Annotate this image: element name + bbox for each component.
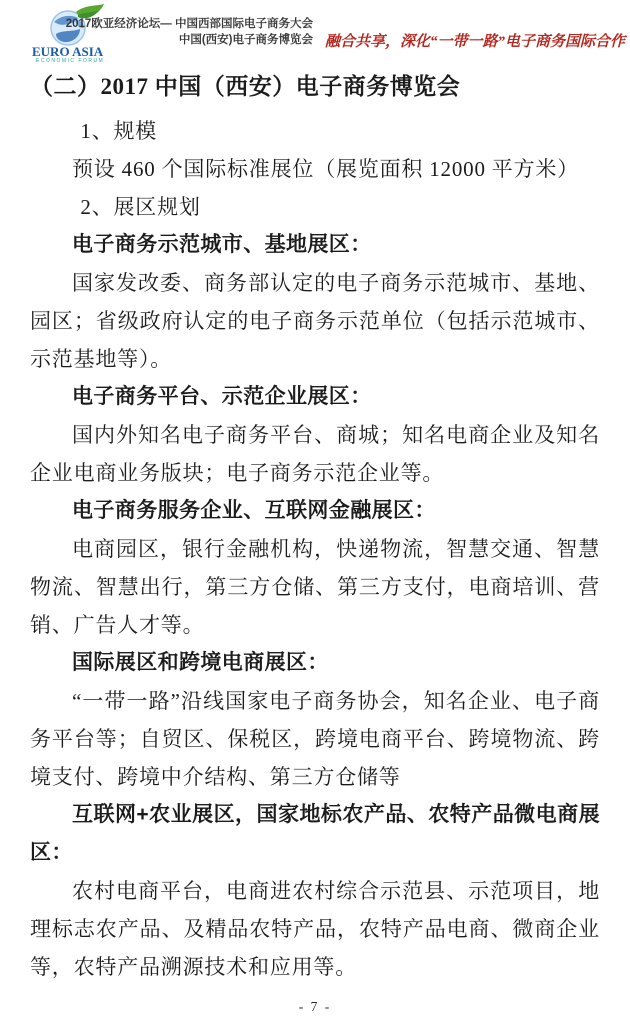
- header-slogan: 融合共享，深化“一带一路”电子商务国际合作: [324, 34, 625, 50]
- paragraph-agriculture: 农村电商平台，电商进农村综合示范县、示范项目，地理标志农产品、及精品农特产品，农特产品电商、微商企业等，农特产品溯源技术和应用等。: [30, 879, 600, 979]
- logo-wordmark: EURO ASIA: [32, 44, 104, 59]
- paragraph-scale-detail: 预设 460 个国际标准展位（展览面积 12000 平方米）: [72, 157, 579, 181]
- section-heading-service: 电子商务服务企业、互联网金融展区：: [72, 499, 436, 522]
- organizer-title-line2: 中国(西安)电子商务博览会: [178, 34, 313, 46]
- paragraph-international: “一带一路”沿线国家电子商务协会，知名企业、电子商务平台等；自贸区、保税区，跨境电商平台、跨境物流、跨境支付、跨境中介结构、第三方仓储等: [30, 689, 600, 789]
- page-header: [0, 0, 630, 66]
- paragraph-service: 电商园区，银行金融机构，快递物流，智慧交通、智慧物流、智慧出行，第三方仓储、第三方支付，电商培训、营销、广告人才等。: [30, 537, 600, 637]
- section-heading-platform: 电子商务平台、示范企业展区：: [72, 385, 372, 408]
- page-number: - 7 -: [298, 999, 332, 1014]
- organizer-titles: [66, 16, 313, 48]
- section-heading-agriculture: 互联网+农业展区，国家地标农产品、农特产品微电商展区：: [30, 803, 600, 864]
- doc-title: （二）2017 中国（西安）电子商务博览会: [30, 74, 461, 99]
- document-body: [30, 70, 600, 986]
- logo-subtext: ECONOMIC FORUM: [36, 58, 105, 64]
- numbered-item-scale: 1、规模: [80, 119, 158, 143]
- paragraph-demo-city: 国家发改委、商务部认定的电子商务示范城市、基地、园区；省级政府认定的电子商务示范单位（包括示范城市、示范基地等）。: [30, 271, 600, 371]
- section-heading-demo-city: 电子商务示范城市、基地展区：: [72, 233, 372, 256]
- section-heading-international: 国际展区和跨境电商展区：: [72, 651, 329, 674]
- organizer-title-line1: 2017欧亚经济论坛— 中国西部国际电子商务大会: [65, 18, 313, 30]
- numbered-item-planning: 2、展区规划: [80, 195, 201, 219]
- paragraph-platform: 国内外知名电子商务平台、商城；知名电商企业及知名企业电商业务版块；电子商务示范企业等。: [30, 423, 600, 485]
